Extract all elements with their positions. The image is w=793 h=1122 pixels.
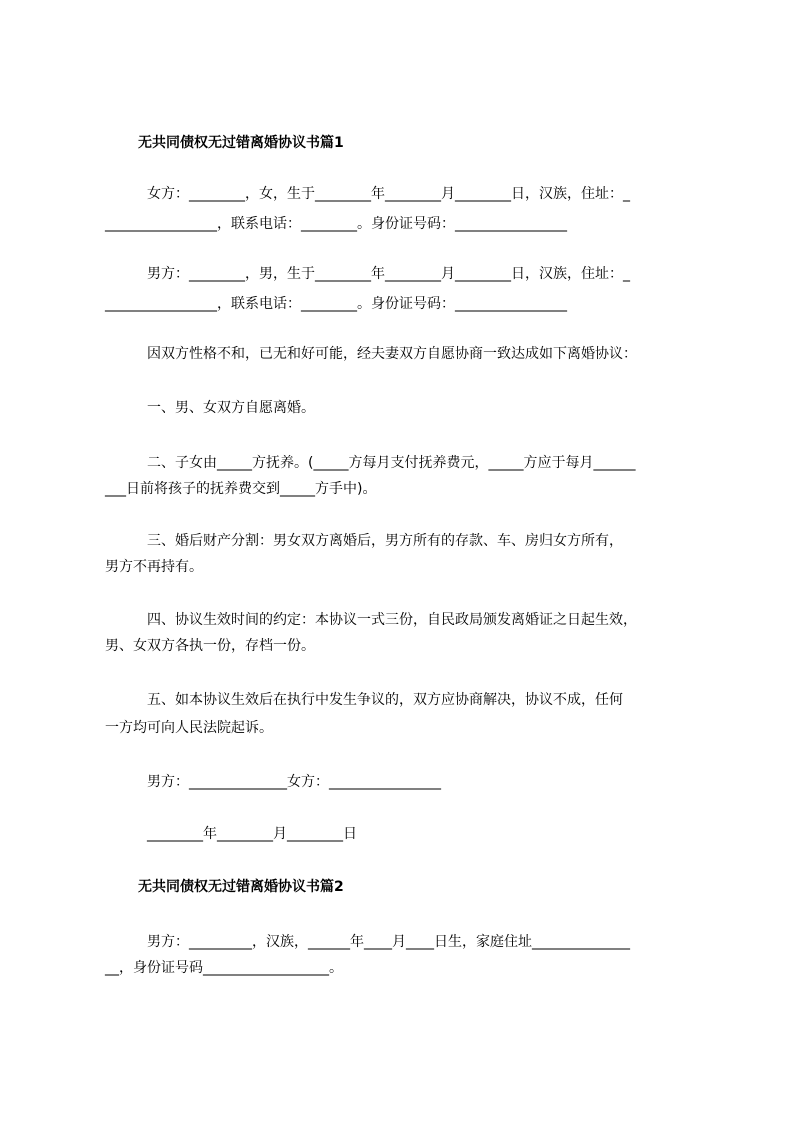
male-info-line-1: 男方：________，男，生于________年________月________日，汉族，住址：_ [147,266,630,282]
clause-5-line-2: 一方均可向人民法院起诉。 [105,720,273,736]
section-title-1: 无共同债权无过错离婚协议书篇1 [138,135,344,151]
clause-4-line-2: 男、女双方各执一份，存档一份。 [105,638,315,654]
agreement-intro: 因双方性格不和，已无和好可能，经夫妻双方自愿协商一致达成如下离婚协议： [147,346,637,362]
female-info-line-2: ________________，联系电话：________。身份证号码：________________ [105,216,567,232]
clause-2-line-2: ___日前将孩子的抚养费交到_____方手中)。 [105,481,377,497]
clause-2-line-1: 二、子女由_____方抚养。(_____方每月支付抚养费元，_____方应于每月______ [147,455,636,471]
clause-3-line-1: 三、婚后财产分割：男女双方离婚后，男方所有的存款、车、房归女方所有， [147,533,623,549]
date-line: ________年________月________日 [147,826,357,842]
signature-line: 男方：______________女方：________________ [147,774,441,790]
male-info-2-line-2: __，身份证号码__________________。 [105,960,343,976]
clause-3-line-2: 男方不再持有。 [105,559,203,575]
male-info-2-line-1: 男方：_________，汉族，______年____月____日生，家庭住址______________ [147,934,630,950]
clause-4-line-1: 四、协议生效时间的约定：本协议一式三份，自民政局颁发离婚证之日起生效， [147,612,637,628]
clause-5-line-1: 五、如本协议生效后在执行中发生争议的，双方应协商解决，协议不成，任何 [147,692,623,708]
female-info-line-1: 女方：________，女，生于________年________月________日，汉族，住址：_ [147,186,630,202]
male-info-line-2: ________________，联系电话：________。身份证号码：________________ [105,296,567,312]
clause-1: 一、男、女双方自愿离婚。 [147,400,315,416]
section-title-2: 无共同债权无过错离婚协议书篇2 [138,879,344,895]
